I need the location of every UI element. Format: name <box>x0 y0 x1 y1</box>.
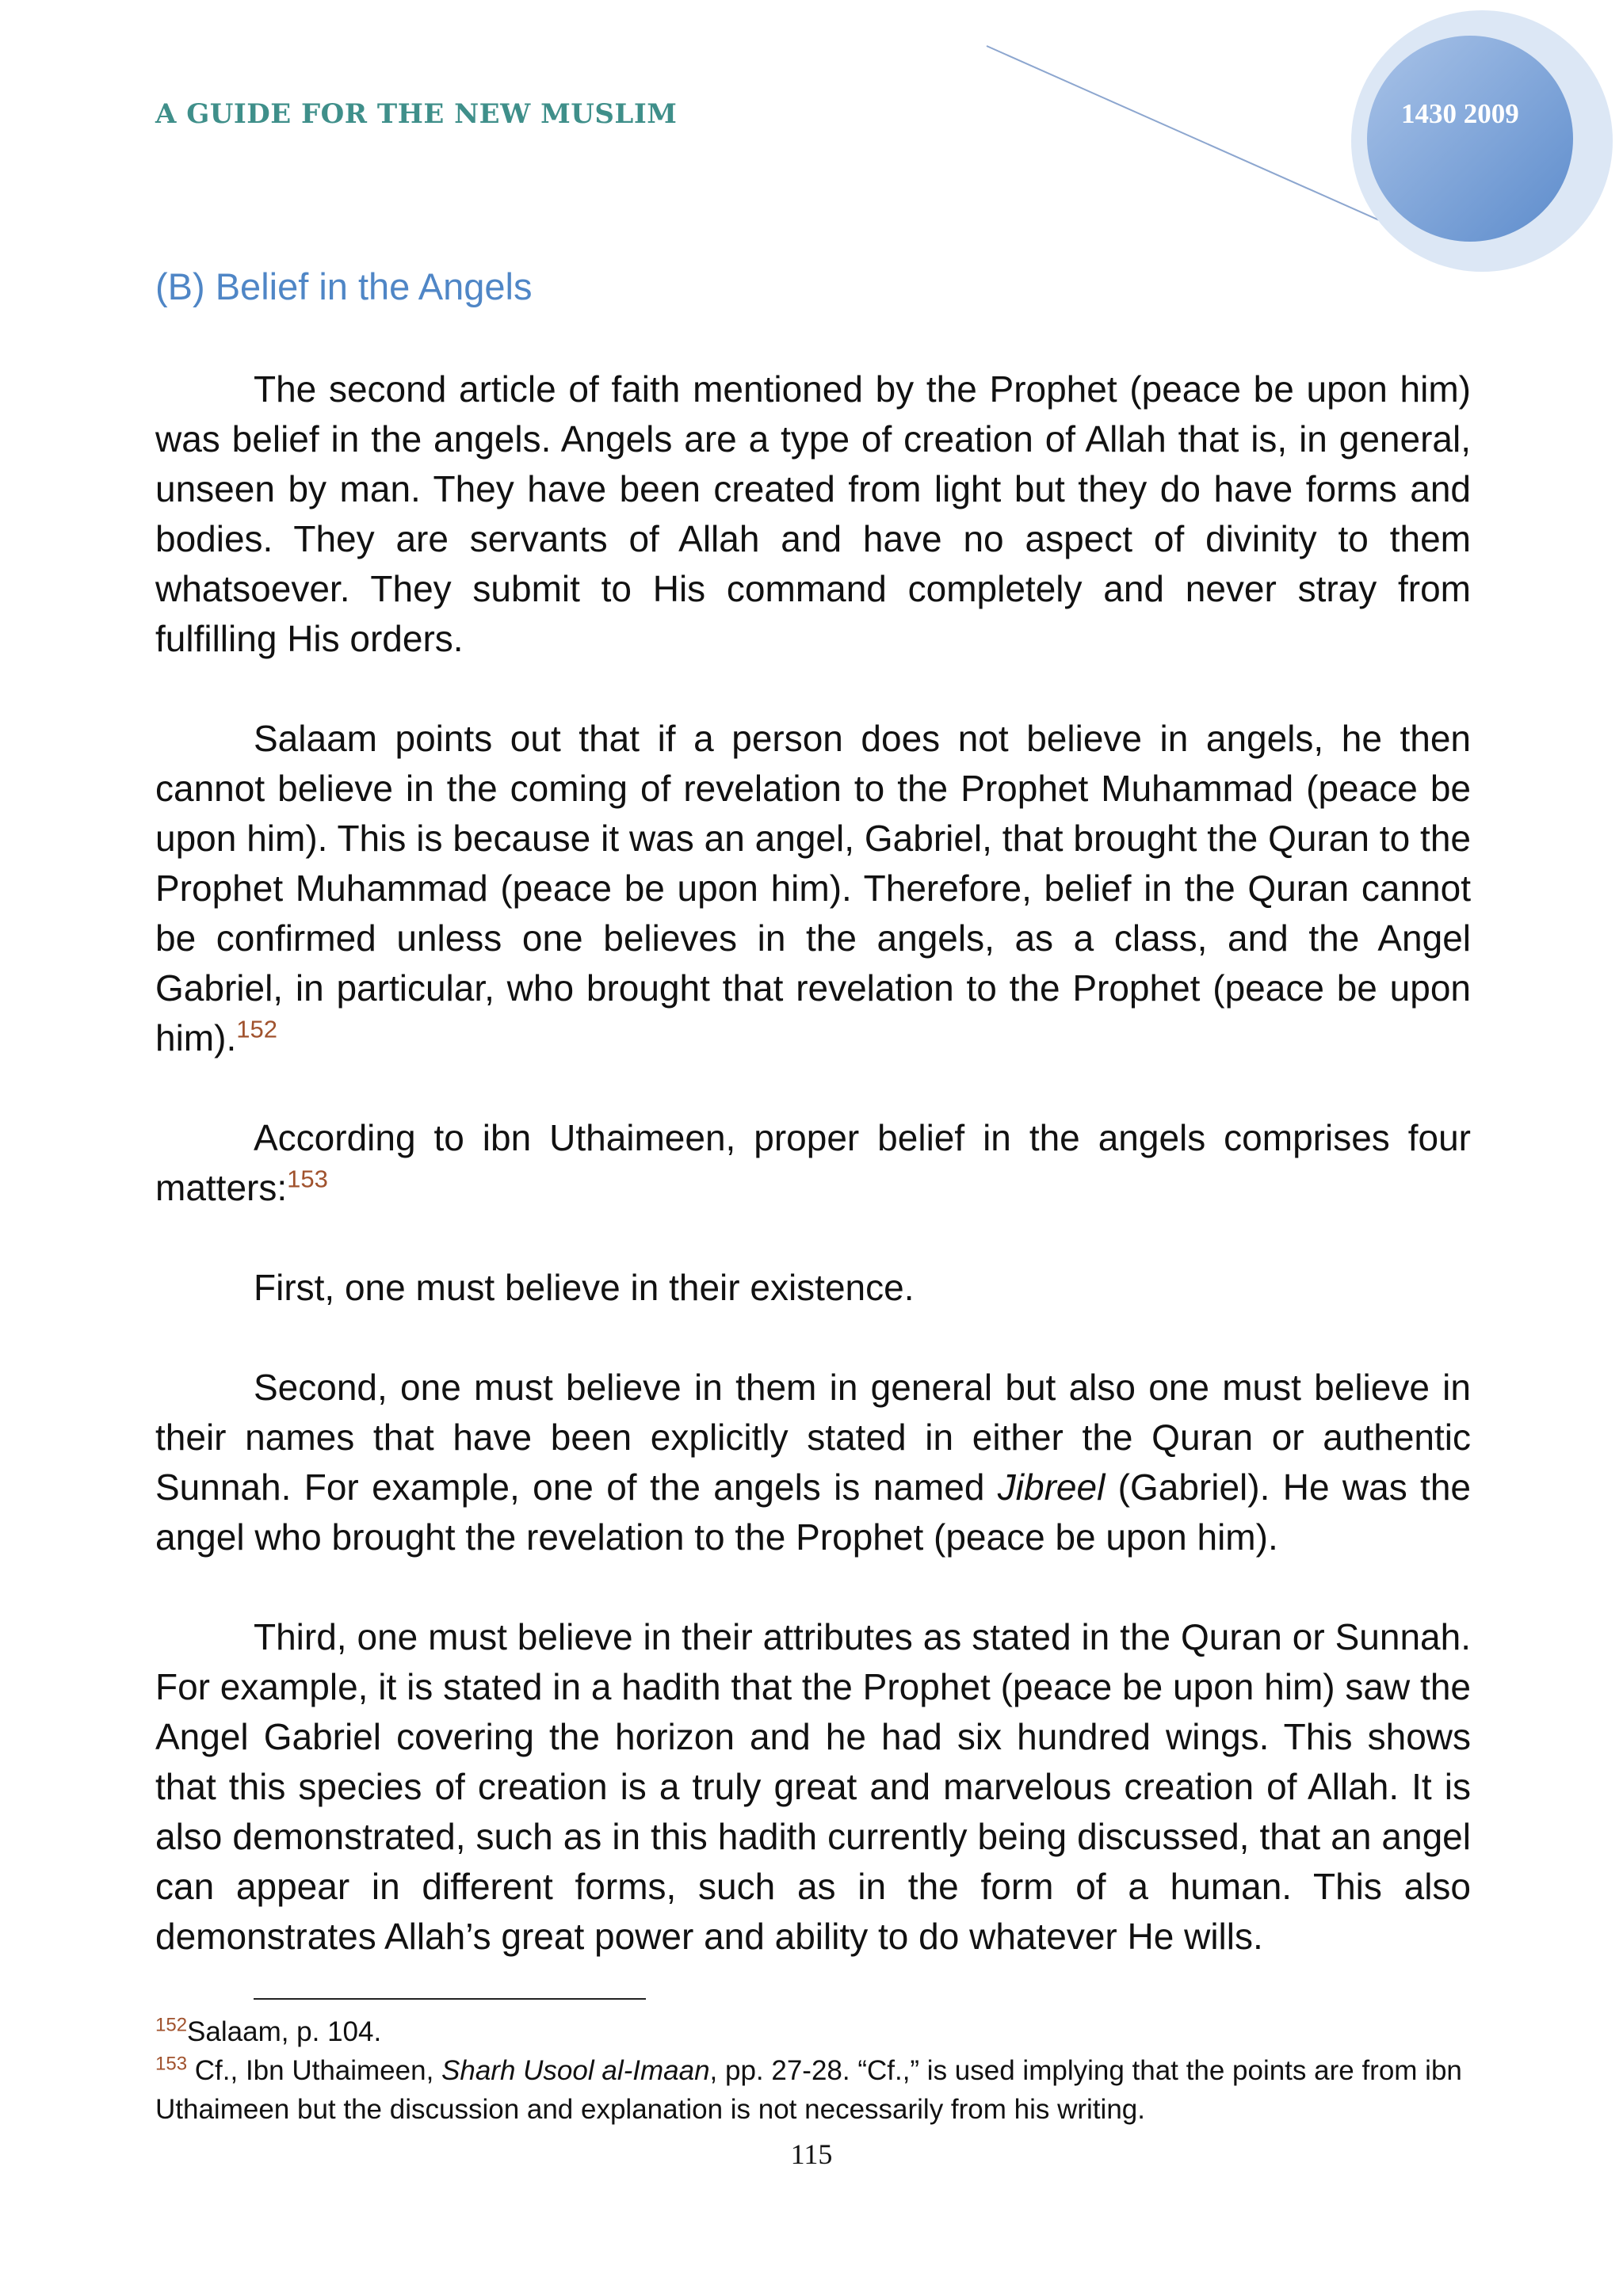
paragraph-1 <box>155 364 1471 664</box>
running-header-title: A GUIDE FOR THE NEW MUSLIM <box>155 98 678 130</box>
paragraph-6 <box>155 1612 1471 1962</box>
header-badge-circle <box>1367 36 1573 242</box>
footnote-separator <box>254 1998 646 2000</box>
footnote-153-italic: Sharh Usool al-Imaan <box>441 2055 710 2086</box>
footnotes <box>155 2012 1471 2129</box>
footnote-153-text-b: , pp. 27-28. “Cf.,” is used implying that the points are from ibn Uthaimeen but the discussion and explanation is not necessarily from his writing. <box>155 2055 1462 2125</box>
paragraph-4 <box>155 1263 1471 1313</box>
footnote-152-number: 152 <box>155 2014 188 2036</box>
paragraph-5-text-b: (Gabriel). He was the angel who brought the revelation to the Prophet (peace be upon him). <box>155 1466 1472 1558</box>
body-text <box>155 364 1471 1962</box>
running-header-year: 1430 2009 <box>1401 98 1519 129</box>
footnote-153 <box>155 2051 1471 2129</box>
section-heading: (B) Belief in the Angels <box>155 265 533 307</box>
footnote-ref-153[interactable]: 153 <box>287 1165 328 1193</box>
footnote-ref-152[interactable]: 152 <box>236 1015 277 1043</box>
header-decoration <box>0 0 1623 285</box>
paragraph-2 <box>155 714 1471 1063</box>
page-number: 115 <box>790 2138 833 2170</box>
paragraph-3 <box>155 1113 1471 1213</box>
paragraph-5-italic: Jibreel <box>997 1466 1106 1508</box>
paragraph-5 <box>155 1363 1471 1562</box>
footnote-153-number: 153 <box>155 2053 188 2075</box>
footnote-152-text: Salaam, p. 104. <box>187 2016 382 2047</box>
paragraph-2-text: Salaam points out that if a person does not believe in angels, he then cannot believe in the coming of revelation to the Prophet Muhammad (peace be upon him). This is because it was an angel, Gabriel, that brought the Quran to the Prophet Muhammad (peace be upon him). Therefore, belief in the Quran cannot be confirmed unless one believes in the angels, as a class, and the Angel Gabriel, in particular, who brought that revelation to the Prophet (peace be upon him). <box>155 718 1471 1058</box>
paragraph-1-text: The second article of faith mentioned by the Prophet (peace be upon him) was belief in the angels. Angels are a type of creation of Allah that is, in general, unseen by man. They have been created from light but they do have forms and bodies. They are servants of Allah and have no aspect of divinity to them whatsoever. They submit to His command completely and never stray from fulfilling His orders. <box>155 368 1471 659</box>
paragraph-3-text: According to ibn Uthaimeen, proper belief in the angels comprises four matters: <box>155 1117 1471 1208</box>
paragraph-6-text: Third, one must believe in their attributes as stated in the Quran or Sunnah. For example, it is stated in a hadith that the Prophet (peace be upon him) saw the Angel Gabriel covering the horizon and he had six hundred wings. This shows that this species of creation is a truly great and marvelous creation of Allah. It is also demonstrated, such as in this hadith currently being discussed, that an angel can appear in different forms, such as in the form of a human. This also demonstrates Allah’s great power and ability to do whatever He wills. <box>155 1616 1471 1957</box>
footnote-152 <box>155 2012 1471 2051</box>
paragraph-4-text: First, one must believe in their existence. <box>254 1267 915 1308</box>
paragraph-5-text-a: Second, one must believe in them in general but also one must believe in their names that have been explicitly stated in either the Quran or authentic Sunnah. For example, one of the angels is named <box>155 1367 1471 1508</box>
footnote-153-text-a: Cf., Ibn Uthaimeen, <box>187 2055 442 2086</box>
